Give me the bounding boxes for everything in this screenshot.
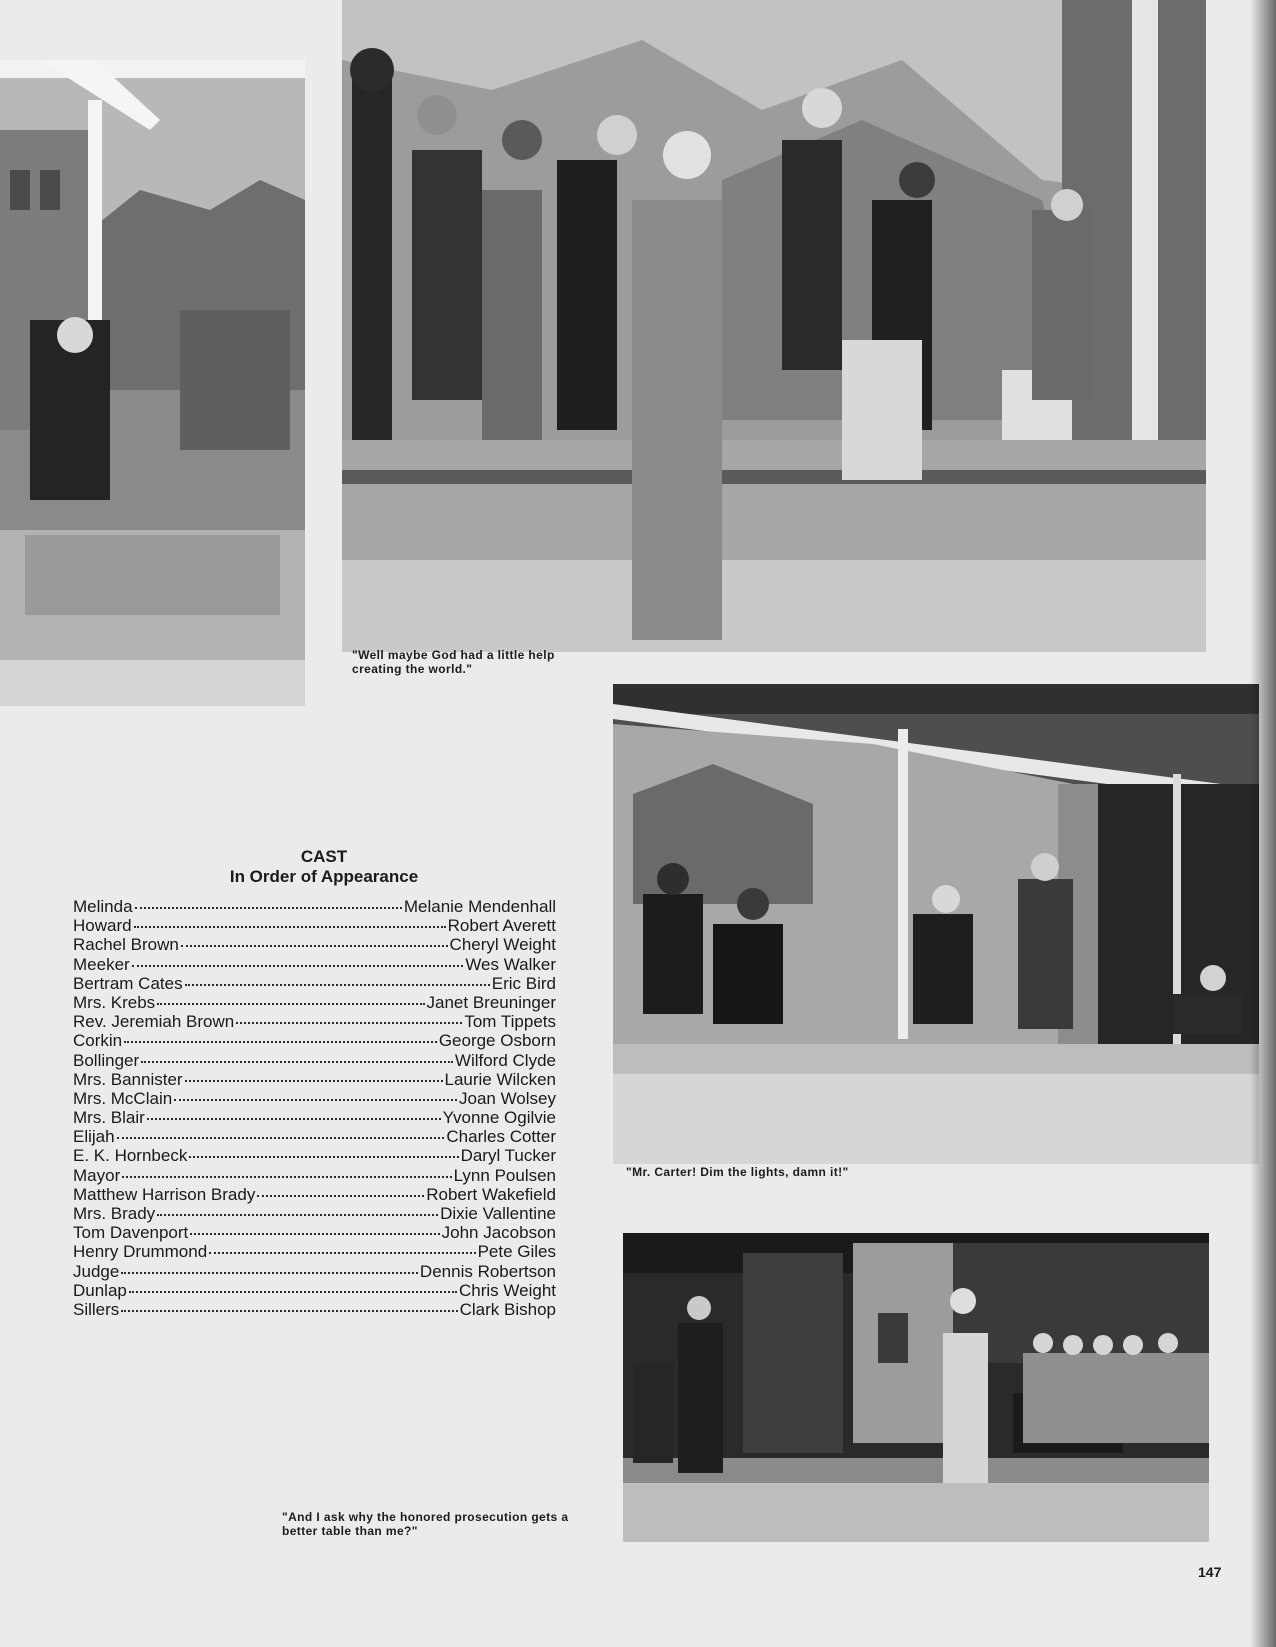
cast-row <box>73 1300 556 1319</box>
page-edge-shadow <box>1250 0 1276 1647</box>
photo-courtroom-left-partial <box>0 60 305 706</box>
dot-leader <box>134 926 446 928</box>
photo-stage-prosecution-table <box>623 1233 1209 1542</box>
cast-actor: Daryl Tucker <box>460 1146 556 1166</box>
cast-role: Mrs. Blair <box>73 1108 145 1128</box>
cast-row <box>73 1223 556 1242</box>
cast-actor: Dennis Robertson <box>419 1261 556 1281</box>
dot-leader <box>236 1022 462 1024</box>
cast-role: Meeker <box>73 954 130 974</box>
dot-leader <box>121 1310 457 1312</box>
dot-leader <box>257 1195 424 1197</box>
stage-scene-image <box>342 0 1206 652</box>
dot-leader <box>185 1080 443 1082</box>
dot-leader <box>209 1252 475 1254</box>
cast-subtitle: In Order of Appearance <box>229 867 419 886</box>
cast-row <box>73 1031 556 1050</box>
cast-actor: Lynn Poulsen <box>453 1165 556 1185</box>
dot-leader <box>185 984 490 986</box>
cast-actor: Janet Breuninger <box>426 992 556 1012</box>
cast-row <box>73 1146 556 1165</box>
cast-actor: Cheryl Weight <box>449 935 556 955</box>
photo-stage-courtroom-wide <box>613 684 1259 1164</box>
dot-leader <box>132 965 464 967</box>
dot-leader <box>189 1156 458 1158</box>
dot-leader <box>157 1003 424 1005</box>
stage-scene-image <box>613 684 1259 1164</box>
cast-role: Mayor <box>73 1165 121 1185</box>
stage-scene-image <box>0 60 305 706</box>
stage-scene-image <box>623 1233 1209 1542</box>
dot-leader <box>157 1214 438 1216</box>
dot-leader <box>147 1118 441 1120</box>
cast-role: Tom Davenport <box>73 1223 189 1243</box>
cast-actor: John Jacobson <box>441 1223 556 1243</box>
cast-actor: Pete Giles <box>477 1242 556 1262</box>
cast-actor: George Osborn <box>438 1031 556 1051</box>
cast-actor: Robert Averett <box>447 916 556 936</box>
cast-role: Sillers <box>73 1299 120 1319</box>
cast-role: Rachel Brown <box>73 935 179 955</box>
dot-leader <box>129 1291 457 1293</box>
cast-actor: Joan Wolsey <box>458 1088 556 1108</box>
cast-role: E. K. Hornbeck <box>73 1146 188 1166</box>
cast-list <box>73 897 556 1319</box>
cast-row <box>73 993 556 1012</box>
cast-row <box>73 974 556 993</box>
cast-actor: Tom Tippets <box>464 1012 556 1032</box>
cast-role: Corkin <box>73 1031 123 1051</box>
cast-role: Henry Drummond <box>73 1242 208 1262</box>
cast-row <box>73 897 556 916</box>
cast-row <box>73 1262 556 1281</box>
cast-row <box>73 1127 556 1146</box>
photo-caption: "Mr. Carter! Dim the lights, damn it!" <box>626 1165 849 1179</box>
dot-leader <box>135 907 402 909</box>
cast-row <box>73 1051 556 1070</box>
cast-role: Elijah <box>73 1127 115 1147</box>
cast-role: Bollinger <box>73 1050 140 1070</box>
cast-row <box>73 1012 556 1031</box>
cast-actor: Dixie Vallentine <box>440 1204 556 1223</box>
cast-actor: Chris Weight <box>459 1280 556 1300</box>
cast-actor: Eric Bird <box>491 973 556 993</box>
cast-role: Melinda <box>73 897 133 916</box>
cast-row <box>73 955 556 974</box>
dot-leader <box>190 1233 439 1235</box>
cast-row <box>73 1166 556 1185</box>
dot-leader <box>124 1041 437 1043</box>
dot-leader <box>122 1176 451 1178</box>
cast-row <box>73 1070 556 1089</box>
cast-heading <box>214 847 434 887</box>
cast-role: Dunlap <box>73 1280 127 1300</box>
cast-role: Mrs. Krebs <box>73 992 156 1012</box>
dot-leader <box>181 945 448 947</box>
cast-actor: Charles Cotter <box>446 1127 556 1147</box>
dot-leader <box>141 1061 453 1063</box>
cast-role: Mrs. Brady <box>73 1204 156 1223</box>
cast-actor: Wilford Clyde <box>454 1050 556 1070</box>
cast-row <box>73 1185 556 1204</box>
photo-caption: "And I ask why the honored prosecution gets a better table than me?" <box>282 1510 569 1538</box>
cast-row <box>73 1108 556 1127</box>
page-number: 147 <box>1198 1564 1222 1580</box>
dot-leader <box>174 1099 457 1101</box>
cast-role: Bertram Cates <box>73 973 183 993</box>
cast-actor: Laurie Wilcken <box>444 1069 556 1089</box>
cast-row <box>73 935 556 954</box>
cast-row <box>73 1204 556 1223</box>
cast-row <box>73 1089 556 1108</box>
cast-role: Mrs. McClain <box>73 1088 173 1108</box>
cast-role: Matthew Harrison Brady <box>73 1184 256 1204</box>
cast-title: CAST <box>300 847 348 866</box>
cast-role: Mrs. Bannister <box>73 1069 183 1089</box>
dot-leader <box>121 1272 418 1274</box>
cast-row <box>73 916 556 935</box>
cast-row <box>73 1242 556 1261</box>
cast-row <box>73 1281 556 1300</box>
cast-actor: Yvonne Ogilvie <box>442 1108 556 1128</box>
cast-actor: Melanie Mendenhall <box>403 897 556 916</box>
cast-role: Howard <box>73 916 132 936</box>
dot-leader <box>117 1137 445 1139</box>
cast-role: Rev. Jeremiah Brown <box>73 1012 235 1032</box>
cast-actor: Robert Wakefield <box>426 1184 556 1204</box>
photo-caption: "Well maybe God had a little help creating the world." <box>352 648 555 676</box>
photo-stage-crowd <box>342 0 1206 652</box>
cast-actor: Wes Walker <box>465 954 556 974</box>
cast-actor: Clark Bishop <box>459 1299 556 1319</box>
cast-role: Judge <box>73 1261 120 1281</box>
